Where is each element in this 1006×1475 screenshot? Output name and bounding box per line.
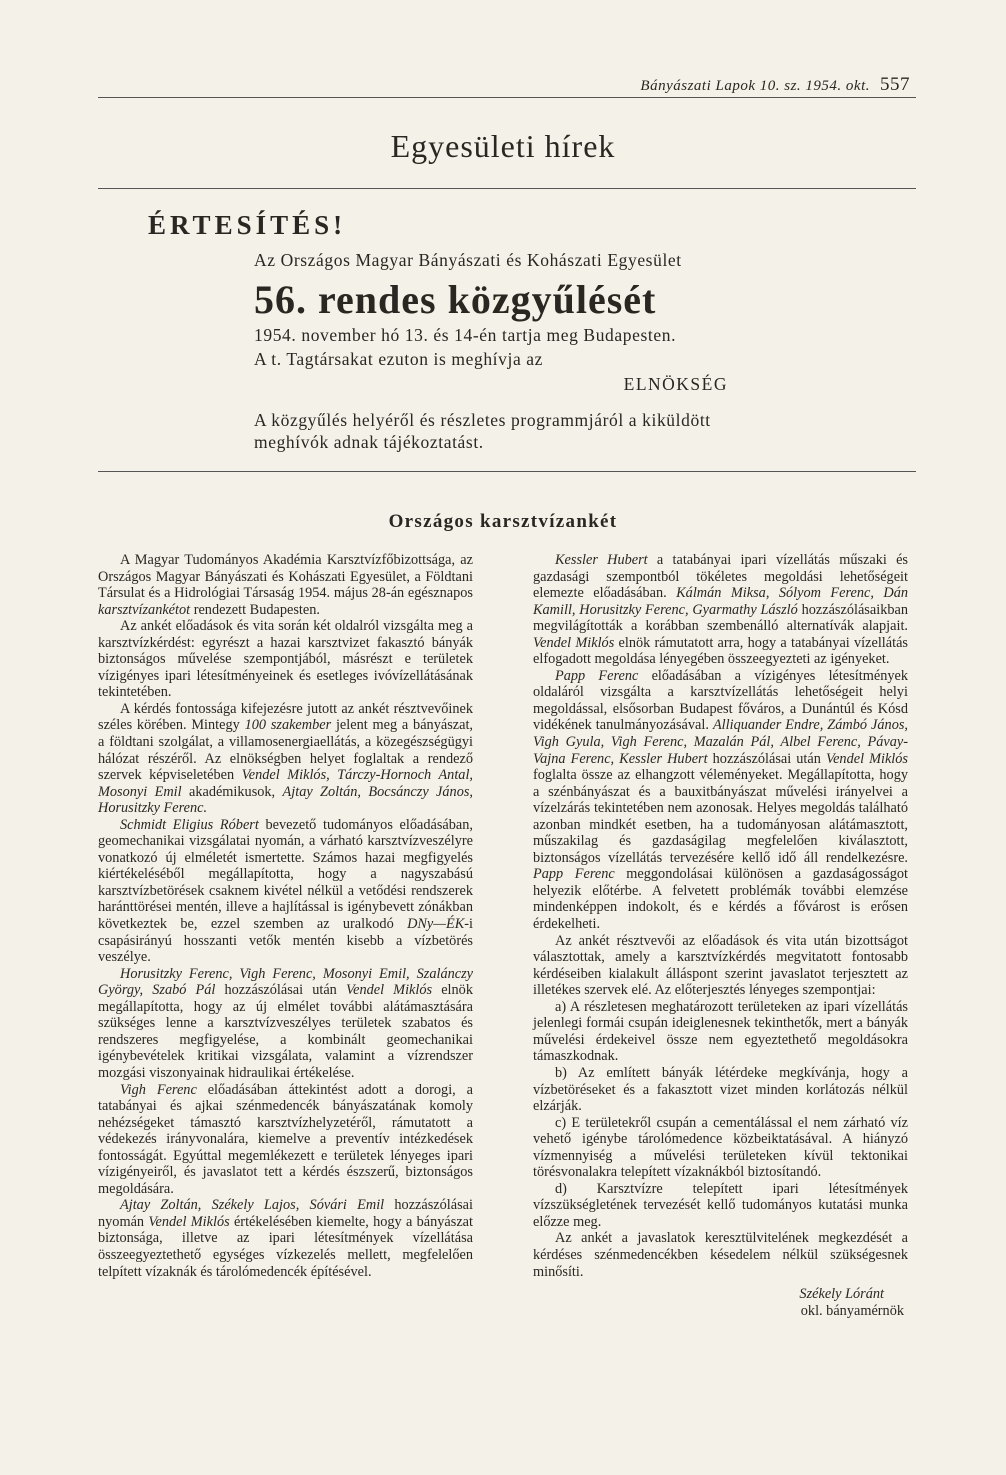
notice-line-3: A t. Tagtársakat ezuton is meghívja az	[254, 349, 544, 369]
header-rule	[98, 97, 916, 98]
paragraph: Papp Ferenc előadásában a vízigényes létesítmények oldaláról vizsgálta a karsztvízellátás lehetőségeit helyi megoldással, elsősorban Budapest főváros, a Dunántúl és Kósd vidékének tanulmányozásával. Alliquander Endre, Zámbó János, Vigh Gyula, Vigh Ferenc, Mazalán Pál, Albel Ferenc, Pávay-Vajna Ferenc, Kessler Hubert hozzászólásai után Vendel Miklós foglalta össze az elhangzott véleményeket. Megállapította, hogy a szénbányászat és a bauxitbányászat művelési irányelvei a vízelzárás tekintetében nem azonosak. Helyes megoldás található azonban mindkét esetben, ha a tudományosan alátámasztott, műszakilag és gazdaságilag megfelelően kiválasztott, biztonságos vízellátás tervezésére kellő idő áll rendelkezésre. Papp Ferenc meggondolásai különösen a gazdaságosságot helyezik előtérbe. A felvetett problémák további elemzése mindenképpen indokolt, és e kérdés a fővárost is erősen érdekelheti.	[533, 667, 908, 933]
notice-meeting-title: 56. rendes közgyűlését	[254, 277, 657, 322]
list-item: d) Karsztvízre telepített ipari létesítmények vízszükségletének tervezését kellő tudományos kutatási munka előzze meg.	[533, 1180, 908, 1230]
author-title: okl. bányamérnök	[800, 1303, 904, 1320]
notice-line-1: Az Országos Magyar Bányászati és Kohászati Egyesület	[254, 250, 682, 270]
author-name: Székely Lóránt	[799, 1286, 884, 1303]
list-item: c) E területekről csupán a cementálással el nem zárható víz vehető igénybe tárolómedence közbeiktatásával. A hiányzó vízmennyiség a művelési területeken kívül tektonikai törésvonalakra telepített vízaknákból biztosítandó.	[533, 1114, 908, 1181]
paragraph: Horusitzky Ferenc, Vigh Ferenc, Mosonyi Emil, Szalánczy György, Szabó Pál hozzászólásai után Vendel Miklós elnök megállapította, hogy az új elmélet további alátámasztására szükséges lenne a karsztvízveszélyes területek szabatos és rendszeres megfigyelése, a kombinált geomechanikai igénybevételek kritikai vizsgálata, valamint a vízrendszer mozgási viszonyainak hidraulikai értékelése.	[98, 965, 473, 1081]
paragraph: Az ankét résztvevői az előadások és vita után bizottságot választottak, amely a karsztvízkérdés megvitatott fontosabb kérdéseiben kialakult álláspont szerint javaslatot terjesztett az illetékes szervek elé. Az előterjesztés lényeges szempontjai:	[533, 932, 908, 999]
notice-signature: ELNÖKSÉG	[623, 374, 728, 394]
page-number: 557	[880, 74, 910, 95]
paragraph: Az ankét a javaslatok keresztülvitelének megkezdését a kérdéses szénmedencékben késedelem nélkül szükségesnek minősíti.	[533, 1230, 908, 1280]
paragraph: Schmidt Eligius Róbert bevezető tudományos előadásában, geomechanikai vizsgálatai nyomán, a várható karsztvízveszélyre vonatkozó új elméletét ismertette. Számos hazai megfigyelés kiértékeléséből megállapította, hogy a nagyszabású karsztvízbetörések csaknem kivétel nélkül a vetődési rendszerek haránttörései mentén, illeve a hajlítással is igénybevett zónákban következtek be, ezzel szemben az uralkodó DNy—ÉK-i csapásirányú hosszanti vetők mentén kisebb a vízbetörés veszélye.	[98, 816, 473, 966]
running-head	[560, 74, 910, 96]
notice-heading: ÉRTESÍTÉS!	[148, 210, 347, 240]
paragraph: Kessler Hubert a tatabányai ipari vízellátás műszaki és gazdasági szempontból tökéletes megoldási lehetőségeit elemezte előadásában. Kálmán Miksa, Sólyom Ferenc, Dán Kamill, Horusitzky Ferenc, Gyarmathy László hozzászólásaikban megvilágították a korábban szembenálló alternatívák alapjait. Vendel Miklós elnök rámutatott arra, hogy a tatabányai vízellátás elfogadott megoldása lényegében összeegyezteti az igényeket.	[533, 552, 908, 668]
notice-line-2: 1954. november hó 13. és 14-én tartja meg Budapesten.	[254, 325, 677, 345]
section-title: Egyesületi hírek	[390, 128, 616, 164]
journal-reference: Bányászati Lapok 10. sz. 1954. okt.	[640, 78, 870, 94]
section-rule	[98, 188, 916, 189]
paragraph: A kérdés fontossága kifejezésre jutott az ankét résztvevőinek széles körében. Mintegy 100 szakember jelent meg a bányászat, a földtani szolgálat, a villamosenergiaellátás, a közegészségügyi hálózat részéről. Az elnökségben helyet foglaltak a rendező szervek képviseletében Vendel Miklós, Tárczy-Hornoch Antal, Mosonyi Emil akadémikusok, Ajtay Zoltán, Bocsánczy János, Horusitzky Ferenc.	[98, 700, 473, 817]
notice-rule	[98, 471, 916, 472]
paragraph: A Magyar Tudományos Akadémia Karsztvízfőbizottsága, az Országos Magyar Bányászati és Kohászati Egyesület, a Földtani Társulat és a Hidrológiai Társaság 1954. május 28-án egésznapos karsztvízankétot rendezett Budapesten.	[98, 552, 473, 618]
article-column-left	[98, 552, 473, 1280]
article-column-right	[533, 552, 908, 1320]
paragraph: Az ankét előadások és vita során két oldalról vizsgálta meg a karsztvízkérdést: egyrészt a hazai karsztvizet fakasztó bányák biztonságos művelése szempontjából, másrészt e területek vízigényes ipari létesítményeinek és esetleges ivóvízellátásának tekintetében.	[98, 618, 473, 701]
paragraph: Ajtay Zoltán, Székely Lajos, Sóvári Emil hozzászólásai nyomán Vendel Miklós értékelésében kiemelte, hogy a bányászat biztonsága, illetve az ipari létesítmények vízellátása összeegyeztethető egységes vízkezelés mellett, megfelelően telpített vízaknák és tárolómedencék építésével.	[98, 1197, 473, 1280]
list-item: b) Az említett bányák létérdeke megkívánja, hogy a vízbetöréseket és a fakasztott vizet minden korlátozás nélkül elzárják.	[533, 1064, 908, 1115]
paragraph: Vigh Ferenc előadásában áttekintést adott a dorogi, a tatabányai és ajkai szénmedencék bányászatának komoly nehézségeket támasztó karsztvízhelyzetéről, rámutatott a védekezés irányvonalára, kiemelve a preventív intézkedések fontosságát. Egyúttal megemlékezett e területek lényeges ipari vízigényeiről, és javaslatot tett a kérdés észszerű, biztonságos megoldására.	[98, 1081, 473, 1197]
list-item: a) A részletesen meghatározott területeken az ipari vízellátás jelenlegi formái csupán ideiglenesnek tekinthetők, mert a bányák művelési érdekeivel össze nem egyeztethető megoldásokra támaszkodnak.	[533, 998, 908, 1065]
notice-line-5: meghívók adnak tájékoztatást.	[254, 432, 484, 452]
author-signature	[533, 1286, 908, 1320]
article-title: Országos karsztvízankét	[388, 511, 618, 532]
notice-line-4: A közgyűlés helyéről és részletes programmjáról a kiküldött	[254, 410, 711, 430]
